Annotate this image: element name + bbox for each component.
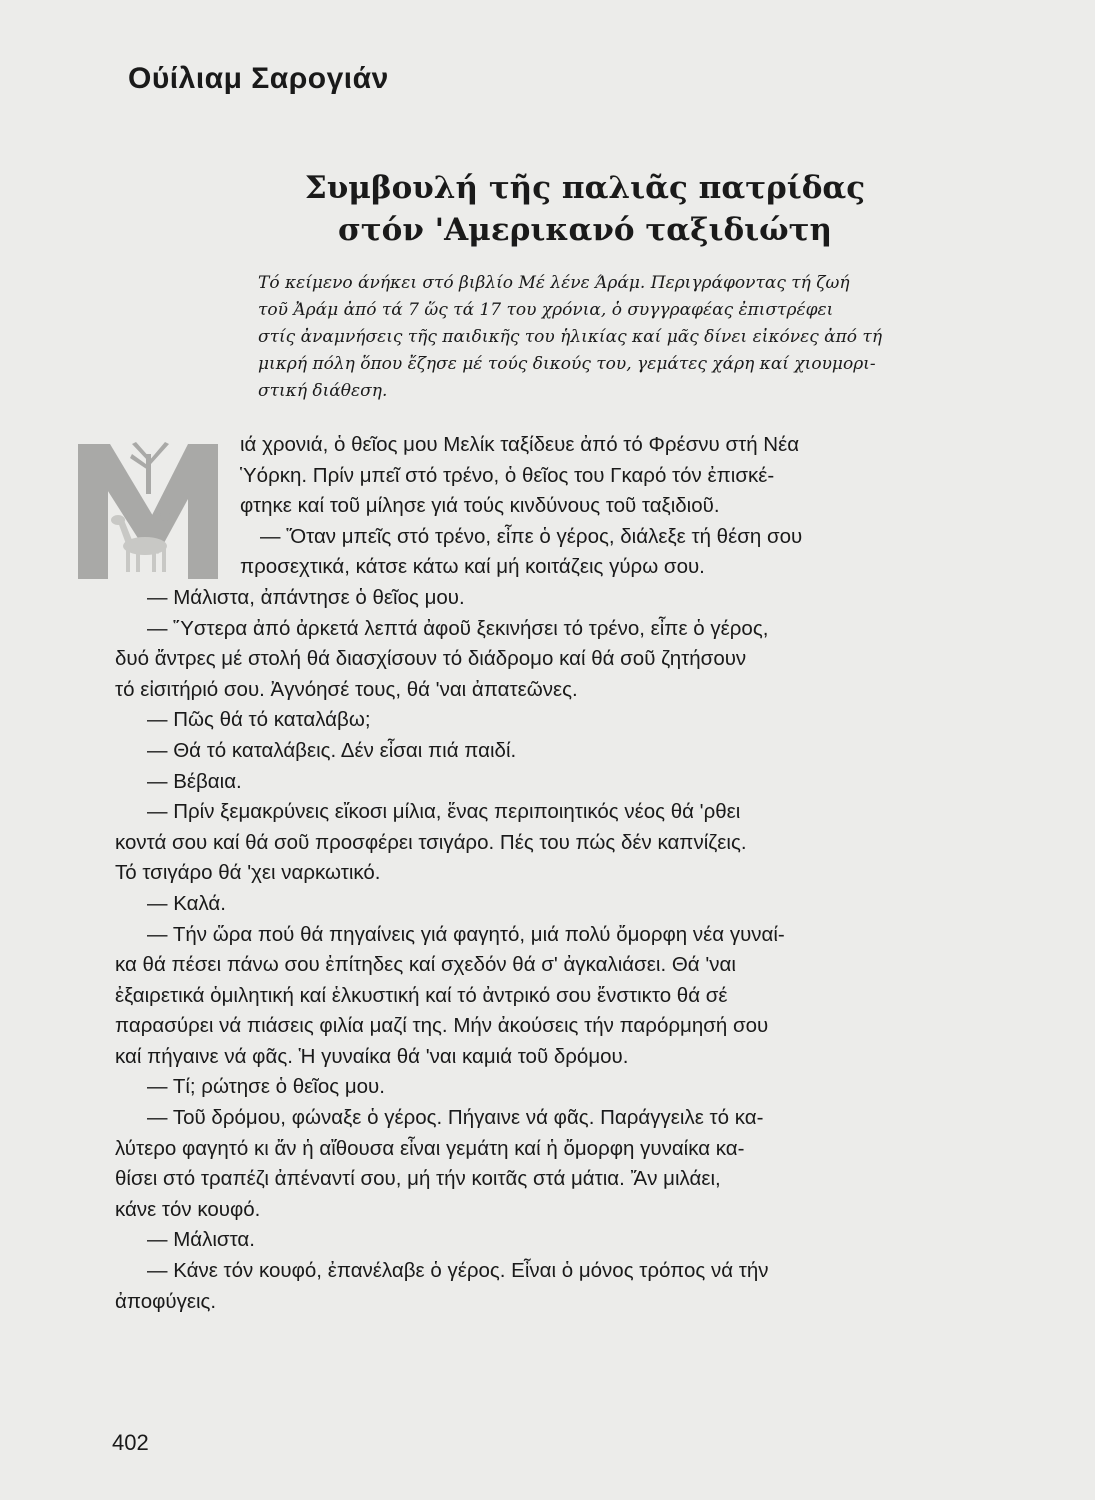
- intro-line: στίς ἀναμνήσεις τῆς παιδικῆς του ἡλικίας καί μᾶς δίνει εἰκόνες ἀπό τή: [258, 327, 883, 347]
- title-line-2: στόν 'Αμερικανό ταξιδιώτη: [337, 212, 833, 248]
- author-name: Ούίλιαμ Σαρογιάν: [128, 62, 389, 95]
- text-line: — Τήν ὥρα πού θά πηγαίνεις γιά φαγητό, μιά πολύ ὄμορφη νέα γυναί-: [147, 922, 785, 946]
- text-line: ἐξαιρετικά ὁμιλητική καί ἑλκυστική καί τό ἀντρικό σου ἔνστικτο θά σέ: [115, 983, 728, 1007]
- text-line: λύτερο φαγητό κι ἄν ἡ αἴθουσα εἶναι γεμάτη καί ἡ ὄμορφη γυναίκα κα-: [115, 1136, 745, 1160]
- text-line: φτηκε καί τοῦ μίλησε γιά τούς κινδύνους τοῦ ταξιδιοῦ.: [240, 494, 720, 518]
- text-line: — Βέβαια.: [147, 769, 242, 793]
- text-line: — Μάλιστα, ἀπάντησε ὁ θεῖος μου.: [147, 585, 465, 609]
- text-line: κα θά πέσει πάνω σου ἐπίτηδες καί σχεδόν θά σ' ἀγκαλιάσει. Θά 'ναι: [115, 953, 736, 977]
- page-number: 402: [112, 1430, 149, 1455]
- text-line: τό εἰσιτήριό σου. Ἀγνόησέ τους, θά 'ναι ἀπατεῶνες.: [115, 677, 578, 701]
- intro-line: στική διάθεση.: [258, 381, 388, 401]
- text-line: παρασύρει νά πιάσεις φιλία μαζί της. Μήν ἀκούσεις τήν παρόρμησή σου: [115, 1014, 769, 1038]
- text-line: — Κάνε τόν κουφό, ἐπανέλαβε ὁ γέρος. Εἶναι ὁ μόνος τρόπος νά τήν: [147, 1259, 769, 1283]
- intro-line: τοῦ Ἀράμ ἀπό τά 7 ὥς τά 17 του χρόνια, ὁ συγγραφέας ἐπιστρέφει: [258, 300, 834, 320]
- intro-paragraph: [258, 270, 998, 405]
- text-line: ιά χρονιά, ὁ θεῖος μου Μελίκ ταξίδευε ἀπό τό Φρέσνυ στή Νέα: [240, 433, 800, 456]
- intro-line: μικρή πόλη ὅπου ἔζησε μέ τούς δικούς του, γεμάτες χάρη καί χιουμορι-: [258, 354, 876, 374]
- text-line: ἀποφύγεις.: [115, 1289, 217, 1313]
- story-text: [115, 430, 1005, 1317]
- text-line: — Πῶς θά τό καταλάβω;: [147, 708, 371, 732]
- text-line: δυό ἄντρες μέ στολή θά διασχίσουν τό διάδρομο καί θά σοῦ ζητήσουν: [115, 647, 747, 671]
- text-line: θίσει στό τραπέζι ἀπέναντί σου, μή τήν κοιτᾶς στά μάτια. Ἄν μιλάει,: [115, 1167, 721, 1191]
- text-line: — Ὅταν μπεῖς στό τρένο, εἶπε ὁ γέρος, διάλεξε τή θέση σου: [260, 524, 803, 548]
- text-line: κάνε τόν κουφό.: [115, 1197, 261, 1221]
- text-line: καί πήγαινε νά φᾶς. Ἡ γυναίκα θά 'ναι καμιά τοῦ δρόμου.: [115, 1044, 629, 1068]
- text-line: κοντά σου καί θά σοῦ προσφέρει τσιγάρο. Πές του πώς δέν καπνίζεις.: [115, 830, 747, 854]
- text-line: Τό τσιγάρο θά 'χει ναρκωτικό.: [115, 861, 381, 885]
- intro-line: Τό κείμενο άνήκει στό βιβλίο Μέ λένε Άράμ. Περιγράφοντας τή ζωή: [258, 273, 850, 293]
- title-line-1: Συμβουλή τῆς παλιᾶς πατρίδας: [304, 170, 866, 206]
- text-line: προσεχτικά, κάτσε κάτω καί μή κοιτάζεις γύρω σου.: [240, 555, 705, 579]
- text-line: — Καλά.: [147, 891, 226, 915]
- text-line: — Ὕστερα ἀπό ἀρκετά λεπτά ἀφοῦ ξεκινήσει τό τρένο, εἶπε ὁ γέρος,: [147, 616, 769, 640]
- text-line: — Τοῦ δρόμου, φώναξε ὁ γέρος. Πήγαινε νά φᾶς. Παράγγειλε τό κα-: [147, 1106, 764, 1130]
- text-line: — Πρίν ξεμακρύνεις εἴκοσι μίλια, ἕνας περιποιητικός νέος θά 'ρθει: [147, 800, 741, 824]
- text-line: — Τί; ρώτησε ὁ θεῖος μου.: [147, 1075, 385, 1099]
- text-line: Ὑόρκη. Πρίν μπεῖ στό τρένο, ὁ θεῖος του Γκαρό τόν ἐπισκέ-: [240, 463, 775, 487]
- text-line: — Μάλιστα.: [147, 1228, 255, 1252]
- text-line: — Θά τό καταλάβεις. Δέν εἶσαι πιά παιδί.: [147, 738, 517, 762]
